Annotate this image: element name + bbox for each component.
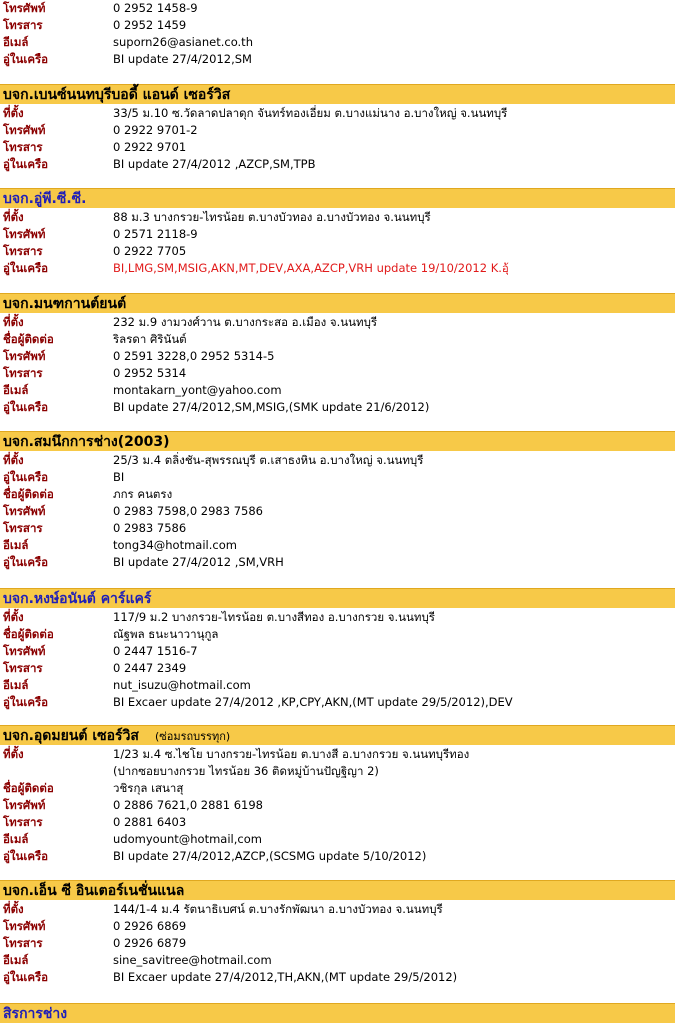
address-continued-row bbox=[0, 763, 675, 780]
address-row bbox=[0, 901, 675, 918]
address-label: ที่ตั้ง bbox=[3, 315, 24, 329]
address-value: 88 ม.3 บางกรวย-ไทรน้อย ต.บางบัวทอง อ.บางบัวทอง จ.นนทบุรี bbox=[113, 210, 431, 224]
phone-value: 0 2952 1458-9 bbox=[113, 1, 198, 15]
phone-value: 0 2983 7598,0 2983 7586 bbox=[113, 504, 263, 518]
fax-row bbox=[0, 660, 675, 677]
phone-value: 0 2571 2118-9 bbox=[113, 227, 198, 241]
network-value: BI update 27/4/2012,AZCP,(SCSMG update 5/10/2012) bbox=[113, 849, 427, 863]
fax-label: โทรสาร bbox=[3, 140, 43, 154]
network-value: BI update 27/4/2012,SM bbox=[113, 52, 252, 66]
fax-value: 0 2926 6879 bbox=[113, 936, 187, 950]
network-value: BI update 27/4/2012 ,AZCP,SM,TPB bbox=[113, 157, 316, 171]
phone-row bbox=[0, 503, 675, 520]
address-label: ที่ตั้ง bbox=[3, 610, 24, 624]
contact-row bbox=[0, 626, 675, 643]
network-row bbox=[0, 51, 675, 68]
network-label: อู่ในเครือ bbox=[3, 970, 49, 984]
fax-label: โทรสาร bbox=[3, 244, 43, 258]
email-label: อีเมล์ bbox=[3, 832, 29, 846]
address-label: ที่ตั้ง bbox=[3, 747, 24, 761]
section-details bbox=[0, 452, 675, 571]
phone-label: โทรศัพท์ bbox=[3, 644, 46, 658]
email-row bbox=[0, 677, 675, 694]
top-details bbox=[0, 0, 675, 68]
section-details bbox=[0, 901, 675, 986]
section-header: บจก.มนฑกานต์ยนต์ bbox=[0, 293, 675, 313]
section-details bbox=[0, 105, 675, 173]
fax-row bbox=[0, 139, 675, 156]
network-label: อู่ในเครือ bbox=[3, 400, 49, 414]
fax-value: 0 2881 6403 bbox=[113, 815, 187, 829]
fax-row bbox=[0, 520, 675, 537]
fax-row bbox=[0, 365, 675, 382]
network-label: อู่ในเครือ bbox=[3, 849, 49, 863]
section-header: บจก.หงษ์อนันต์ คาร์แคร์ bbox=[0, 588, 675, 608]
email-row bbox=[0, 831, 675, 848]
contact-row bbox=[0, 486, 675, 503]
fax-value: 0 2952 1459 bbox=[113, 18, 187, 32]
phone-label: โทรศัพท์ bbox=[3, 798, 46, 812]
email-value: nut_isuzu@hotmail.com bbox=[113, 678, 251, 692]
phone-value: 0 2926 6869 bbox=[113, 919, 187, 933]
network-label: อู่ในเครือ bbox=[3, 261, 49, 275]
fax-value: 0 2922 9701 bbox=[113, 140, 187, 154]
email-row bbox=[0, 34, 675, 51]
address-label: ที่ตั้ง bbox=[3, 902, 24, 916]
fax-label: โทรสาร bbox=[3, 661, 43, 675]
section-header: บจก.อู่พี.ซี.ซี. bbox=[0, 188, 675, 208]
network-row bbox=[0, 694, 675, 711]
network-label: อู่ในเครือ bbox=[3, 52, 49, 66]
phone-row bbox=[0, 797, 675, 814]
address-row bbox=[0, 209, 675, 226]
phone-label: โทรศัพท์ bbox=[3, 919, 46, 933]
network-row bbox=[0, 848, 675, 865]
phone-row bbox=[0, 348, 675, 365]
email-value: sine_savitree@hotmail.com bbox=[113, 953, 272, 967]
section-details bbox=[0, 209, 675, 277]
email-value: udomyount@hotmail,com bbox=[113, 832, 262, 846]
phone-label: โทรศัพท์ bbox=[3, 1, 46, 15]
fax-label: โทรสาร bbox=[3, 521, 43, 535]
phone-value: 0 2922 9701-2 bbox=[113, 123, 198, 137]
phone-row bbox=[0, 643, 675, 660]
section-details bbox=[0, 314, 675, 416]
phone-label: โทรศัพท์ bbox=[3, 504, 46, 518]
contact-label: ชื่อผู้ติดต่อ bbox=[3, 627, 54, 641]
fax-label: โทรสาร bbox=[3, 18, 43, 32]
section-details bbox=[0, 609, 675, 711]
network-row bbox=[0, 469, 675, 486]
address-label: ที่ตั้ง bbox=[3, 210, 24, 224]
network-value: BI update 27/4/2012,SM,MSIG,(SMK update 21/6/2012) bbox=[113, 400, 430, 414]
address-row bbox=[0, 314, 675, 331]
phone-value: 0 2591 3228,0 2952 5314-5 bbox=[113, 349, 275, 363]
section-title: บจก.อุดมยนต์ เซอร์วิส bbox=[3, 728, 139, 744]
network-label: อู่ในเครือ bbox=[3, 157, 49, 171]
contact-row bbox=[0, 331, 675, 348]
phone-label: โทรศัพท์ bbox=[3, 123, 46, 137]
address-continued-value: (ปากซอยบางกรวย ไทรน้อย 36 ติดหมู่บ้านปัญฐิญา 2) bbox=[113, 764, 379, 778]
contact-value: ภกร คนตรง bbox=[113, 487, 173, 501]
fax-row bbox=[0, 935, 675, 952]
network-label: อู่ในเครือ bbox=[3, 555, 49, 569]
fax-row bbox=[0, 814, 675, 831]
contact-label: ชื่อผู้ติดต่อ bbox=[3, 332, 54, 346]
network-value: BI Excaer update 27/4/2012 ,KP,CPY,AKN,(MT update 29/5/2012),DEV bbox=[113, 695, 513, 709]
fax-value: 0 2983 7586 bbox=[113, 521, 187, 535]
address-row bbox=[0, 746, 675, 763]
address-value: 33/5 ม.10 ซ.วัดลาดปลาดุก จันทร์ทองเอี่ยม ต.บางแม่นาง อ.บางใหญ่ จ.นนทบุรี bbox=[113, 106, 508, 120]
address-label: ที่ตั้ง bbox=[3, 453, 24, 467]
network-value: BI bbox=[113, 470, 125, 484]
network-value: BI Excaer update 27/4/2012,TH,AKN,(MT update 29/5/2012) bbox=[113, 970, 458, 984]
phone-row bbox=[0, 122, 675, 139]
address-row bbox=[0, 105, 675, 122]
section-header: สิรการช่าง bbox=[0, 1003, 675, 1023]
email-row bbox=[0, 952, 675, 969]
fax-value: 0 2447 2349 bbox=[113, 661, 187, 675]
network-row bbox=[0, 969, 675, 986]
fax-label: โทรสาร bbox=[3, 815, 43, 829]
section-header: บจก.เบนซ์นนทบุรีบอดี้ แอนด์ เซอร์วิส bbox=[0, 84, 675, 104]
section-details bbox=[0, 746, 675, 865]
network-label: อู่ในเครือ bbox=[3, 695, 49, 709]
address-value: 232 ม.9 งามวงศ์วาน ต.บางกระสอ อ.เมือง จ.นนทบุรี bbox=[113, 315, 378, 329]
address-label: ที่ตั้ง bbox=[3, 106, 24, 120]
phone-row bbox=[0, 226, 675, 243]
address-value: 1/23 ม.4 ซ.ไชโย บางกรวย-ไทรน้อย ต.บางสี อ.บางกรวย จ.นนทบุรีทอง bbox=[113, 747, 470, 761]
contact-label: ชื่อผู้ติดต่อ bbox=[3, 781, 54, 795]
contact-value: วชิรกุล เสนาสุ bbox=[113, 781, 184, 795]
email-row bbox=[0, 382, 675, 399]
phone-value: 0 2447 1516-7 bbox=[113, 644, 198, 658]
section-note: (ซ่อมรถบรรทุก) bbox=[154, 730, 231, 743]
address-value: 144/1-4 ม.4 รัตนาธิเบศน์ ต.บางรักพัฒนา อ.บางบัวทอง จ.นนทบุรี bbox=[113, 902, 443, 916]
email-value: tong34@hotmail.com bbox=[113, 538, 237, 552]
address-row bbox=[0, 452, 675, 469]
email-label: อีเมล์ bbox=[3, 35, 29, 49]
contact-value: ริลรดา ศิรินันต์ bbox=[113, 332, 187, 346]
fax-row bbox=[0, 243, 675, 260]
network-label: อู่ในเครือ bbox=[3, 470, 49, 484]
section-header: บจก.สมนึกการช่าง(2003) bbox=[0, 431, 675, 451]
network-row bbox=[0, 156, 675, 173]
address-row bbox=[0, 609, 675, 626]
phone-label: โทรศัพท์ bbox=[3, 227, 46, 241]
contact-value: ณัฐพล ธนะนาวานุกูล bbox=[113, 627, 219, 641]
fax-label: โทรสาร bbox=[3, 366, 43, 380]
network-row bbox=[0, 554, 675, 571]
network-value: BI,LMG,SM,MSIG,AKN,MT,DEV,AXA,AZCP,VRH update 19/10/2012 K.อุ้ bbox=[113, 261, 509, 275]
phone-value: 0 2886 7621,0 2881 6198 bbox=[113, 798, 263, 812]
email-label: อีเมล์ bbox=[3, 383, 29, 397]
network-row bbox=[0, 399, 675, 416]
address-value: 117/9 ม.2 บางกรวย-ไทรน้อย ต.บางสีทอง อ.บางกรวย จ.นนทบุรี bbox=[113, 610, 435, 624]
address-value: 25/3 ม.4 ตลิ่งชัน-สุพรรณบุรี ต.เสาธงหิน อ.บางใหญ่ จ.นนทบุรี bbox=[113, 453, 424, 467]
fax-value: 0 2922 7705 bbox=[113, 244, 187, 258]
email-row bbox=[0, 537, 675, 554]
email-value: montakarn_yont@yahoo.com bbox=[113, 383, 282, 397]
network-value: BI update 27/4/2012 ,SM,VRH bbox=[113, 555, 284, 569]
email-value: suporn26@asianet.co.th bbox=[113, 35, 253, 49]
contact-row bbox=[0, 780, 675, 797]
fax-label: โทรสาร bbox=[3, 936, 43, 950]
email-label: อีเมล์ bbox=[3, 953, 29, 967]
phone-label: โทรศัพท์ bbox=[3, 349, 46, 363]
phone-row bbox=[0, 0, 675, 17]
section-header bbox=[0, 725, 675, 745]
fax-row bbox=[0, 17, 675, 34]
network-row bbox=[0, 260, 675, 277]
fax-value: 0 2952 5314 bbox=[113, 366, 187, 380]
phone-row bbox=[0, 918, 675, 935]
email-label: อีเมล์ bbox=[3, 538, 29, 552]
email-label: อีเมล์ bbox=[3, 678, 29, 692]
contact-label: ชื่อผู้ติดต่อ bbox=[3, 487, 54, 501]
section-header: บจก.เอ็น ซี อินเตอร์เนชั่นแนล bbox=[0, 880, 675, 900]
